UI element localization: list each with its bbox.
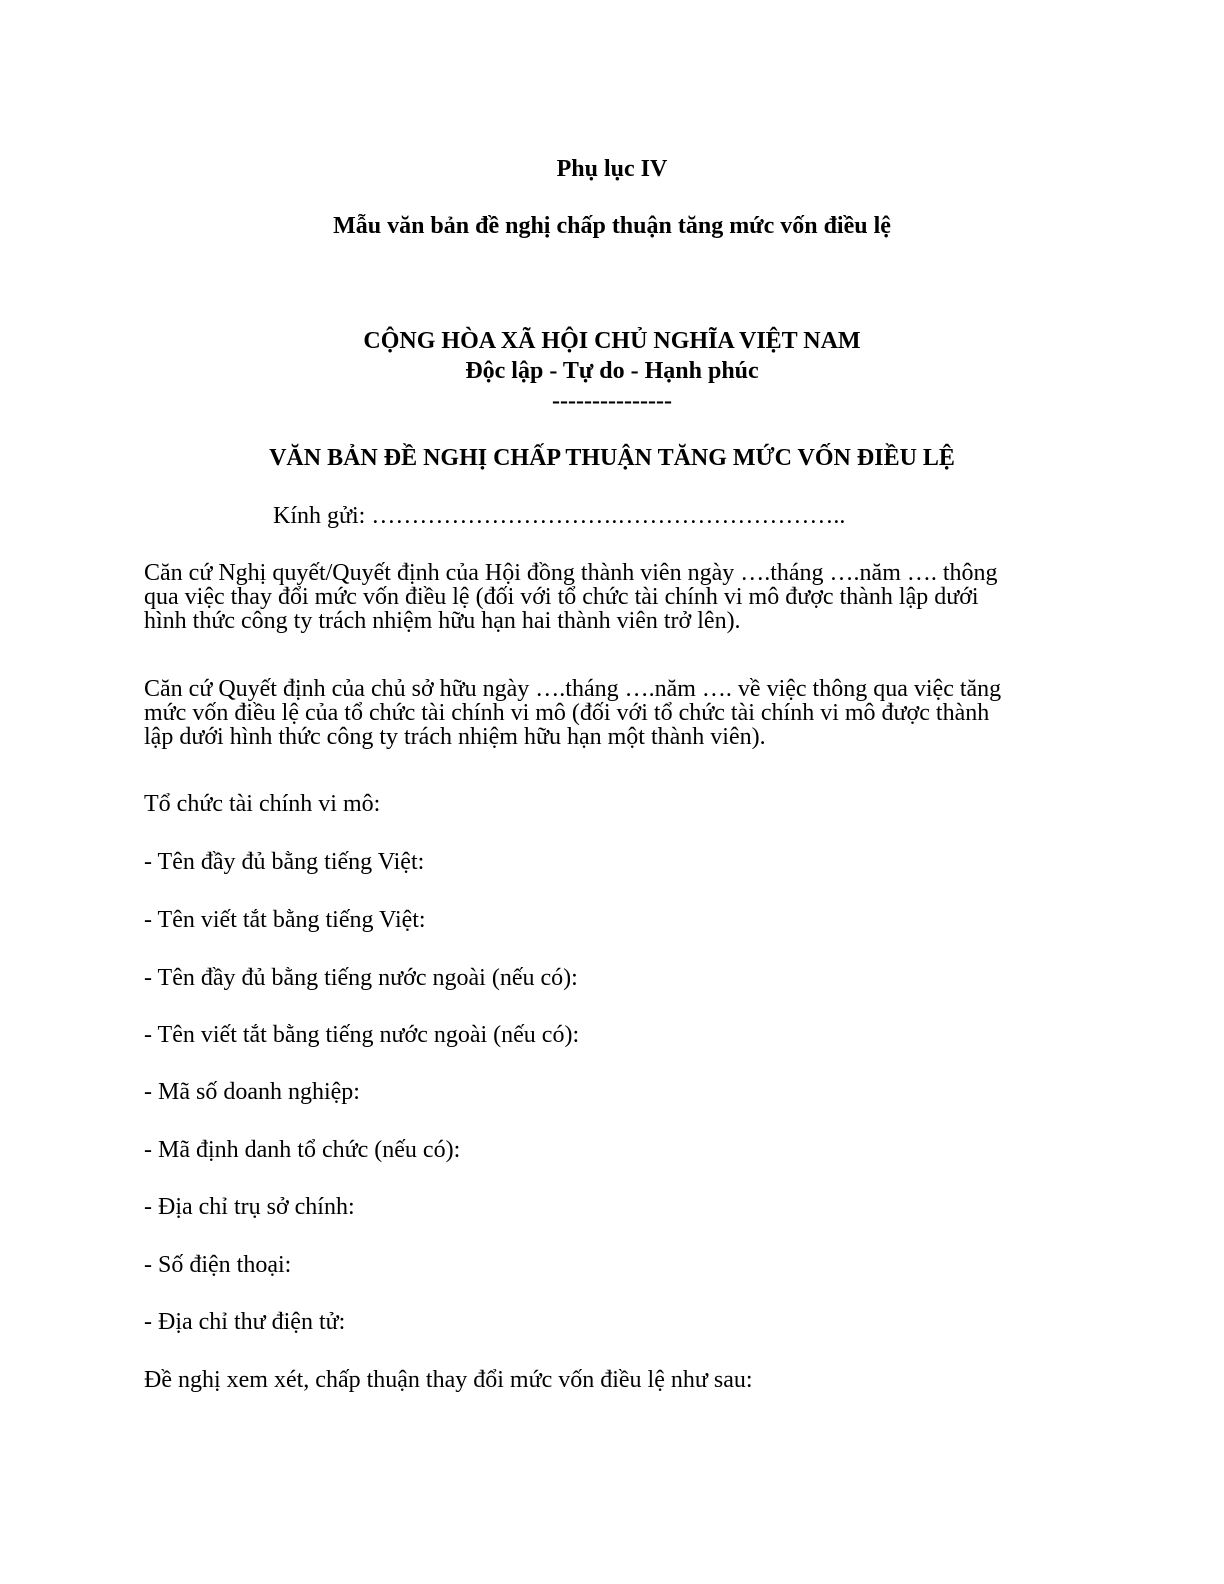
paragraph-1	[144, 561, 1084, 633]
field-organization-id: - Mã định danh tổ chức (nếu có):	[144, 1137, 461, 1163]
field-enterprise-code: - Mã số doanh nghiệp:	[144, 1079, 360, 1105]
national-divider: ---------------	[552, 388, 672, 414]
field-short-name-vietnamese: - Tên viết tắt bằng tiếng Việt:	[144, 907, 426, 933]
institution-label: Tổ chức tài chính vi mô:	[144, 791, 381, 817]
field-full-name-vietnamese: - Tên đầy đủ bằng tiếng Việt:	[144, 849, 425, 875]
appendix-subtitle: Mẫu văn bản đề nghị chấp thuận tăng mức vốn điều lệ	[333, 213, 891, 239]
appendix-title: Phụ lục IV	[556, 156, 668, 182]
paragraph-2	[144, 677, 1084, 749]
paragraph-1-line: qua việc thay đổi mức vốn điều lệ (đối với tổ chức tài chính vi mô được thành lập dưới	[144, 584, 979, 610]
national-country: CỘNG HÒA XÃ HỘI CHỦ NGHĨA VIỆT NAM	[363, 328, 861, 354]
paragraph-2-line: lập dưới hình thức công ty trách nhiệm hữu hạn một thành viên).	[144, 724, 766, 750]
paragraph-2-line: Căn cứ Quyết định của chủ sở hữu ngày ….tháng ….năm …. về việc thông qua việc tăng	[144, 676, 1002, 702]
field-full-name-foreign: - Tên đầy đủ bằng tiếng nước ngoài (nếu có):	[144, 965, 578, 991]
paragraph-2-line: mức vốn điều lệ của tổ chức tài chính vi mô (đối với tổ chức tài chính vi mô được thành	[144, 700, 990, 726]
closing-statement: Đề nghị xem xét, chấp thuận thay đổi mức vốn điều lệ như sau:	[144, 1367, 753, 1393]
recipient-line: Kính gửi: ………………………….………………………..	[273, 503, 846, 529]
field-email-address: - Địa chỉ thư điện tử:	[144, 1309, 346, 1335]
national-motto: Độc lập - Tự do - Hạnh phúc	[465, 358, 759, 384]
field-phone-number: - Số điện thoại:	[144, 1252, 292, 1278]
document-title: VĂN BẢN ĐỀ NGHỊ CHẤP THUẬN TĂNG MỨC VỐN ĐIỀU LỆ	[269, 445, 955, 471]
field-head-office-address: - Địa chỉ trụ sở chính:	[144, 1194, 355, 1220]
paragraph-1-line: hình thức công ty trách nhiệm hữu hạn hai thành viên trở lên).	[144, 608, 741, 634]
field-short-name-foreign: - Tên viết tắt bằng tiếng nước ngoài (nếu có):	[144, 1022, 580, 1048]
paragraph-1-line: Căn cứ Nghị quyết/Quyết định của Hội đồng thành viên ngày ….tháng ….năm …. thông	[144, 560, 998, 586]
